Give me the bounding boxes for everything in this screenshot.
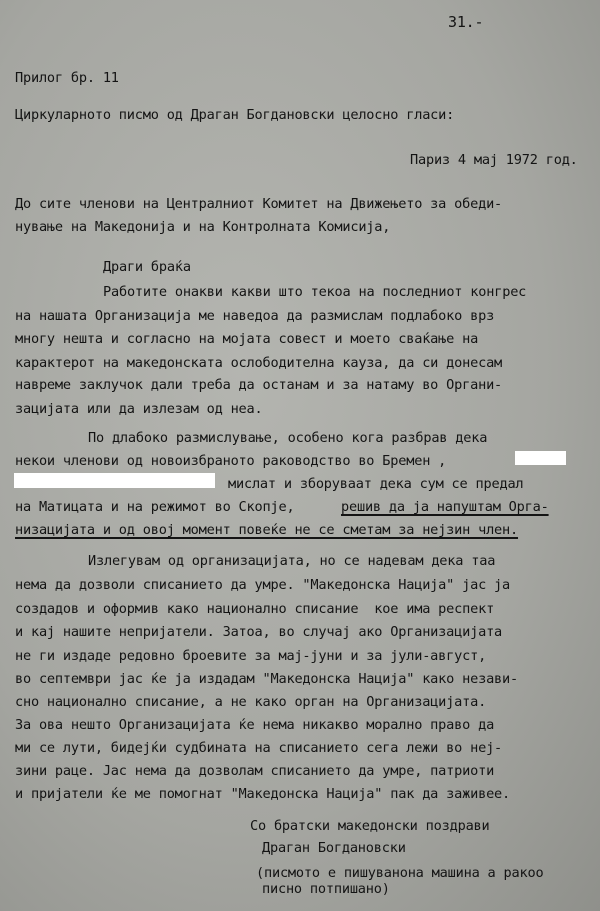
paragraph-line: некои членови од новоизбраното раководство во Бремен , [15, 453, 447, 469]
paragraph-line: нема да дозволи списанието да умре. "Македонска Нација" јас ја [15, 577, 511, 593]
signature-name: Драган Богдановски [262, 840, 406, 856]
redaction-box [14, 473, 215, 488]
redaction-box [515, 451, 566, 465]
salutation: Драги браќа [103, 259, 191, 275]
paragraph-line: Излегувам од организацијата, но се надевам дека таа [88, 553, 496, 569]
underlined-decision: решив да ја напуштам Орга- [341, 499, 549, 515]
paragraph-line: сно национално списание, а не како орган на Организацијата. [15, 694, 487, 710]
address-line: нување на Македонија и на Контролната Комисија, [15, 219, 391, 235]
page-number: 31.- [448, 13, 484, 31]
paragraph-line: создадов и оформив како национално списание кое има респект [15, 601, 495, 617]
paragraph-line: По длабоко размислување, особено кога разбрав дека [88, 430, 488, 446]
underlined-decision: низацијата и од овој момент повеќе не се сметам за нејзин член. [15, 522, 519, 538]
note-line: писно потпишано) [262, 881, 390, 897]
paragraph-line: зацијата или да излезам од неа. [15, 401, 263, 417]
paragraph-line: и кај нашите непријатели. Затоа, во случај ако Организацијата [15, 624, 503, 640]
place-date: Париз 4 мај 1972 год. [410, 152, 578, 168]
paragraph-line: ми се лути, бидејќи судбината на списанието сега лежи во неј- [15, 740, 503, 756]
closing: Со братски македонски поздрави [250, 818, 490, 834]
intro-line: Циркуларното писмо од Драган Богдановски целосно гласи: [15, 107, 455, 123]
paragraph-line: зини раце. Јас нема да дозволам списанието да умре, патриоти [15, 763, 495, 779]
paragraph-line: на Матицата и на режимот во Скопје, [15, 499, 295, 515]
address-line: До сите членови на Централниот Комитет на Движењето за обеди- [15, 196, 503, 212]
note-line: (писмото е пишуванона машина а ракоо [256, 865, 544, 881]
paragraph-line: не ги издаде редовно броевите за мај-јуни и за јули-август, [15, 648, 487, 664]
paragraph-line: во септември јас ќе ја издадам "Македонска Нација" како незави- [15, 671, 519, 687]
paragraph-line: и пријатели ќе ме помогнат "Македонска Нација" пак да заживее. [15, 786, 511, 802]
paragraph-line: мислат и зборуваат дека сум се предал [228, 476, 524, 492]
paragraph-line: многу нешта и согласно на мојата совест и моето сваќање на [15, 331, 479, 347]
paragraph-line: навреме заклучок дали треба да останам и за натаму во Органи- [15, 377, 503, 393]
paragraph-line: на нашата Организација ме наведоа да размислам подлабоко врз [15, 308, 495, 324]
paragraph-line: За ова нешто Организацијата ќе нема никакво морално право да [15, 717, 495, 733]
attachment-label: Прилог бр. 11 [15, 70, 119, 86]
paragraph-line: карактерот на македонската ослободителна кауза, да си донесам [15, 355, 503, 371]
paragraph-line: Работите онакви какви што текоа на последниот конгрес [103, 284, 527, 300]
